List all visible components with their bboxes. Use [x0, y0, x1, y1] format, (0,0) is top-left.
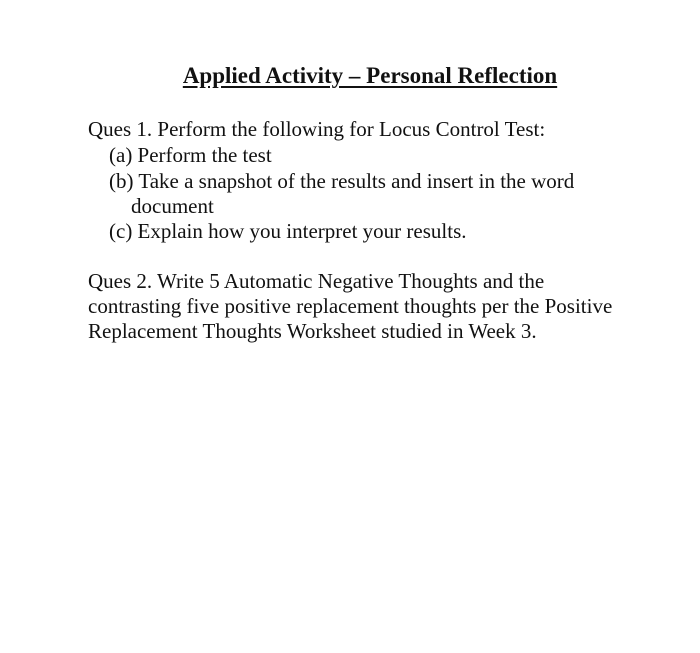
question-2-line: contrasting five positive replacement thoughts per the Positive	[88, 294, 613, 318]
question-1-item-b-continued: document	[131, 194, 214, 218]
question-1-item-c: (c) Explain how you interpret your results.	[109, 219, 467, 243]
document-title: Applied Activity – Personal Reflection	[182, 63, 558, 88]
question-1-item-b: (b) Take a snapshot of the results and insert in the word	[109, 169, 575, 193]
question-2-line: Ques 2. Write 5 Automatic Negative Thoughts and the	[88, 269, 545, 293]
question-1-intro: Ques 1. Perform the following for Locus Control Test:	[88, 117, 546, 141]
question-1-item-a: (a) Perform the test	[109, 143, 272, 167]
question-2-line: Replacement Thoughts Worksheet studied in Week 3.	[88, 319, 537, 343]
